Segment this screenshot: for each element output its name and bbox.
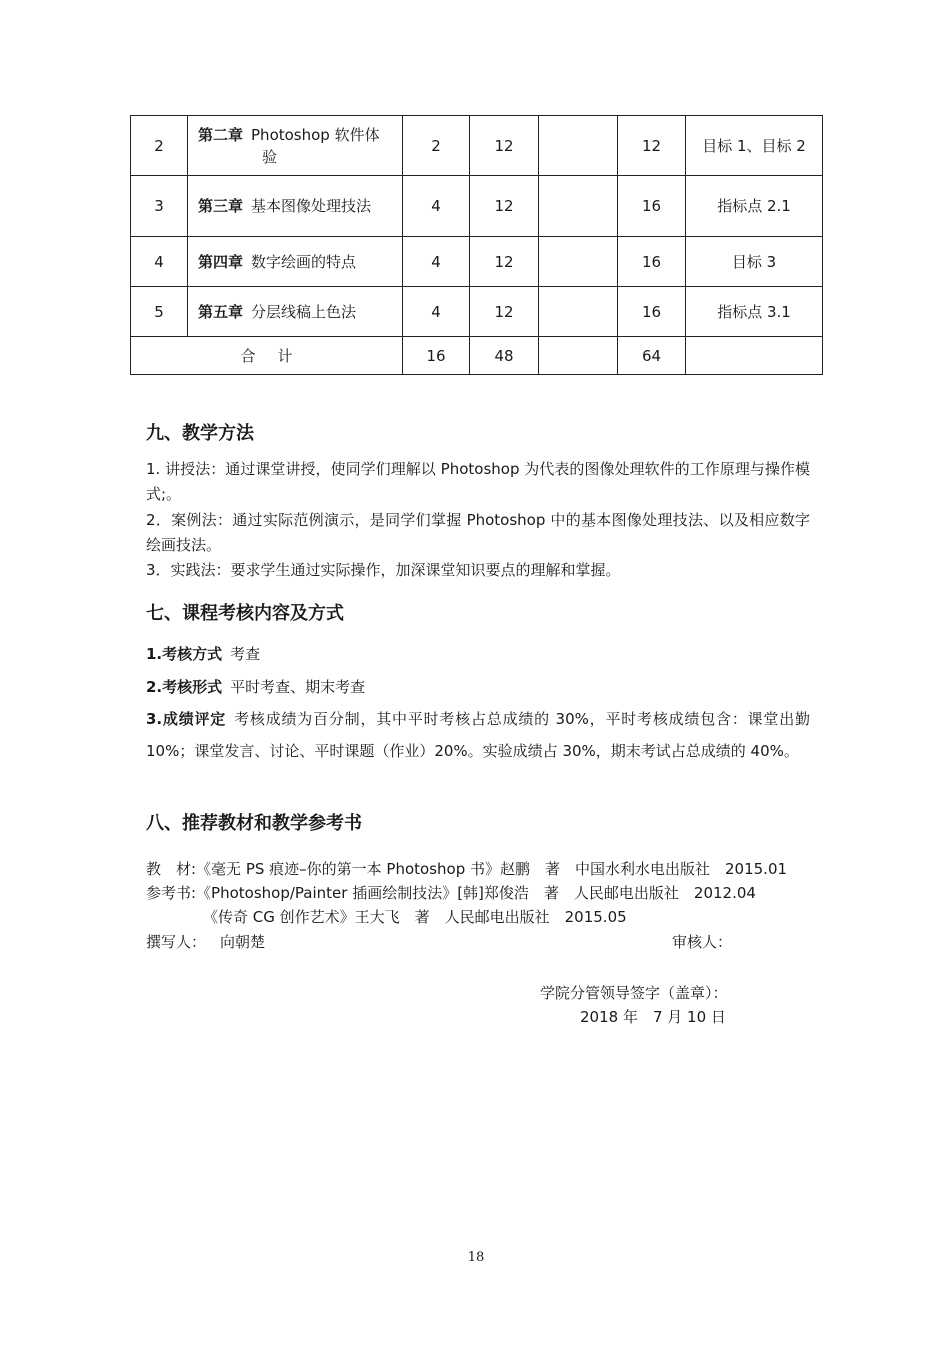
table-row bbox=[131, 116, 823, 176]
chapter-label: 第四章 bbox=[198, 252, 244, 271]
dean-signature-label: 学院分管领导签字（盖章）： bbox=[540, 984, 728, 1002]
reference-line-1: 参考书:《Photoshop/Painter 插画绘制技法》[韩]郑俊浩 著 人民邮电出版社 2012.04 bbox=[146, 884, 756, 902]
row-number: 4 bbox=[131, 237, 188, 287]
hours-cell: 4 bbox=[403, 237, 470, 287]
assessment-label: 1.考核方式 bbox=[146, 645, 223, 663]
total-row bbox=[131, 337, 823, 375]
assessment-item-2 bbox=[146, 671, 810, 703]
chapter-title-cont: 验 bbox=[262, 147, 278, 166]
chapter-title: 基本图像处理技法 bbox=[251, 197, 372, 215]
table-row bbox=[131, 237, 823, 287]
total-label: 合计 bbox=[131, 337, 403, 375]
assessment-label: 3.成绩评定 bbox=[146, 710, 227, 728]
chapter-cell bbox=[188, 176, 403, 237]
sign-date: 2018 年 7 月 10 日 bbox=[580, 1008, 726, 1026]
hours-cell: 12 bbox=[470, 287, 539, 337]
chapter-cell bbox=[188, 237, 403, 287]
total-goal-cell bbox=[686, 337, 823, 375]
total-cell bbox=[539, 337, 618, 375]
hours-cell: 12 bbox=[470, 237, 539, 287]
chapter-title: 数字绘画的特点 bbox=[251, 252, 357, 271]
section-heading-teaching-methods: 九、教学方法 bbox=[146, 423, 254, 444]
reviewer-label: 审核人： bbox=[672, 933, 733, 951]
chapter-cell bbox=[188, 287, 403, 337]
goal-cell: 目标 1、目标 2 bbox=[686, 116, 823, 176]
chapter-title: 分层线稿上色法 bbox=[251, 302, 357, 321]
hours-cell: 12 bbox=[470, 116, 539, 176]
assessment-text: 平时考查、期末考查 bbox=[230, 678, 366, 696]
author-line bbox=[146, 930, 265, 954]
total-cell: 48 bbox=[470, 337, 539, 375]
course-hours-table bbox=[130, 115, 823, 375]
goal-cell: 指标点 2.1 bbox=[686, 176, 823, 237]
page-number: 18 bbox=[467, 1250, 485, 1265]
chapter-label: 第三章 bbox=[198, 197, 244, 215]
total-cell: 16 bbox=[403, 337, 470, 375]
table-row bbox=[131, 176, 823, 237]
section-heading-assessment: 七、课程考核内容及方式 bbox=[146, 603, 344, 624]
hours-cell: 16 bbox=[618, 237, 686, 287]
assessment-label: 2.考核形式 bbox=[146, 678, 223, 696]
hours-cell: 4 bbox=[403, 176, 470, 237]
chapter-label: 第二章 bbox=[198, 125, 244, 144]
hours-cell: 12 bbox=[470, 176, 539, 237]
author-name: 向朝楚 bbox=[220, 933, 266, 951]
textbook-line: 教 材:《毫无 PS 痕迹–你的第一本 Photoshop 书》赵鹏 著 中国水利水电出版社 2015.01 bbox=[146, 860, 788, 878]
goal-cell: 目标 3 bbox=[686, 237, 823, 287]
hours-cell bbox=[539, 237, 618, 287]
hours-cell: 12 bbox=[618, 116, 686, 176]
method-paragraph-2: 2．案例法：通过实际范例演示，是同学们掌握 Photoshop 中的基本图像处理技法、以及相应数字绘画技法。 bbox=[146, 511, 810, 554]
row-number: 5 bbox=[131, 287, 188, 337]
hours-cell bbox=[539, 116, 618, 176]
hours-cell bbox=[539, 176, 618, 237]
author-label: 撰写人： bbox=[146, 933, 207, 951]
hours-cell: 16 bbox=[618, 176, 686, 237]
row-number: 3 bbox=[131, 176, 188, 237]
reference-line-2: 《传奇 CG 创作艺术》王大飞 著 人民邮电出版社 2015.05 bbox=[203, 908, 627, 926]
goal-cell: 指标点 3.1 bbox=[686, 287, 823, 337]
chapter-cell bbox=[188, 116, 403, 176]
total-cell: 64 bbox=[618, 337, 686, 375]
method-paragraph-1: 1. 讲授法：通过课堂讲授，使同学们理解以 Photoshop 为代表的图像处理软件的工作原理与操作模式;。 bbox=[146, 460, 810, 503]
assessment-text: 考核成绩为百分制，其中平时考核占总成绩的 30%，平时考核成绩包含：课堂出勤 10%；课堂发言、讨论、平时课题（作业）20%。实验成绩占 30%，期末考试占总成绩的 40%。 bbox=[146, 710, 810, 760]
hours-cell: 4 bbox=[403, 287, 470, 337]
table-row bbox=[131, 287, 823, 337]
hours-cell: 2 bbox=[403, 116, 470, 176]
row-number: 2 bbox=[131, 116, 188, 176]
method-paragraph-3: 3．实践法：要求学生通过实际操作，加深课堂知识要点的理解和掌握。 bbox=[146, 561, 621, 579]
assessment-item-1 bbox=[146, 638, 810, 670]
assessment-item-3 bbox=[146, 703, 810, 767]
assessment-text: 考查 bbox=[230, 645, 261, 663]
hours-cell: 16 bbox=[618, 287, 686, 337]
hours-cell bbox=[539, 287, 618, 337]
section-heading-textbooks: 八、推荐教材和教学参考书 bbox=[146, 813, 362, 834]
chapter-title: Photoshop 软件体 bbox=[251, 125, 380, 144]
chapter-label: 第五章 bbox=[198, 302, 244, 321]
